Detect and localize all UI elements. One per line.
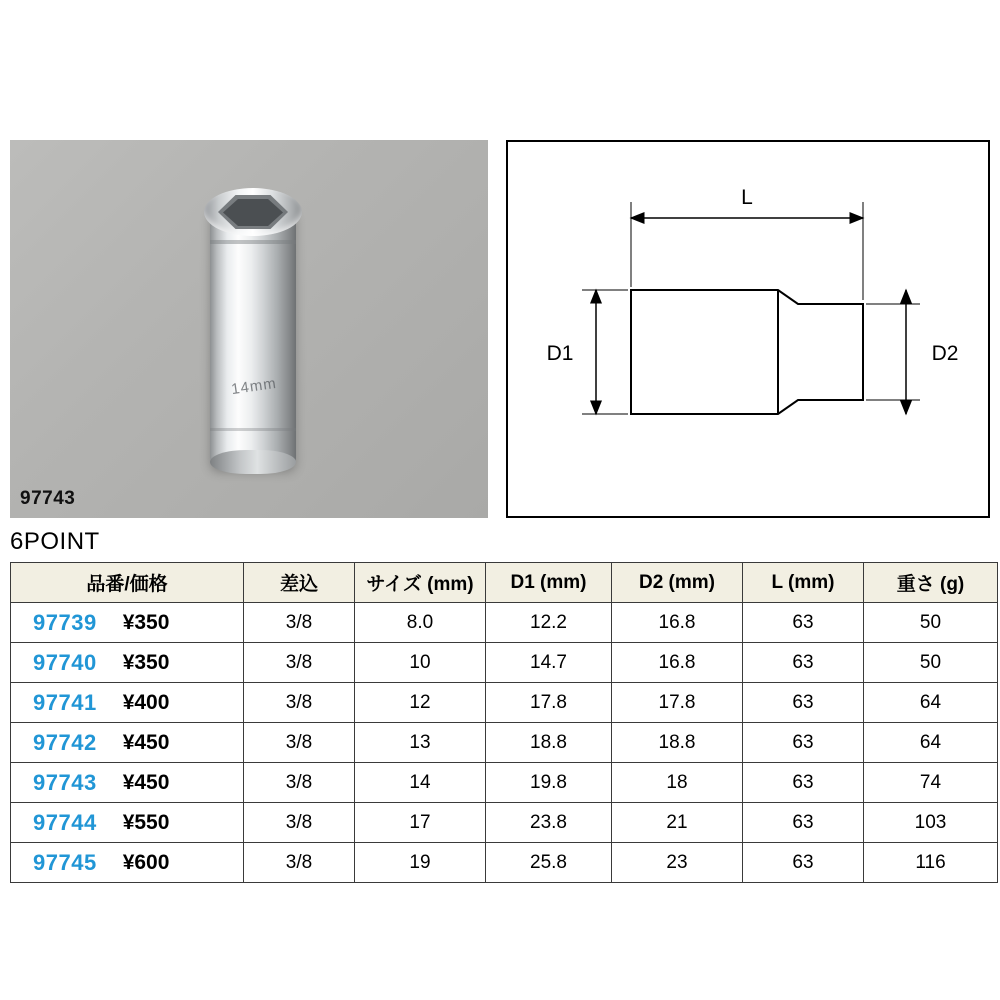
- product-price: ¥400: [122, 690, 170, 714]
- cell-weight: 50: [864, 603, 998, 643]
- header-drive: 差込: [244, 563, 355, 603]
- cell-size: 19: [355, 843, 486, 883]
- socket-bottom-edge: [210, 450, 296, 474]
- product-photo: [10, 140, 488, 518]
- cell-l: 63: [743, 603, 864, 643]
- cell-l: 63: [743, 643, 864, 683]
- cell-code-price: [11, 723, 244, 763]
- cell-weight: 74: [864, 763, 998, 803]
- socket-illustration: [198, 178, 308, 476]
- product-price: ¥350: [122, 650, 170, 674]
- top-media-area: [10, 140, 990, 518]
- table-row: [11, 843, 998, 883]
- cell-size: 13: [355, 723, 486, 763]
- cell-drive: 3/8: [244, 643, 355, 683]
- diagram-label-d1: D1: [546, 342, 574, 365]
- diagram-svg: [508, 142, 988, 516]
- cell-code-price: [11, 683, 244, 723]
- header-code-price: 品番/価格: [11, 563, 244, 603]
- cell-drive: 3/8: [244, 763, 355, 803]
- product-code: 97744: [33, 809, 97, 835]
- cell-weight: 116: [864, 843, 998, 883]
- product-code: 97745: [33, 849, 97, 875]
- cell-d2: 16.8: [612, 603, 743, 643]
- header-d2: D2 (mm): [612, 563, 743, 603]
- socket-ring-upper: [210, 240, 296, 244]
- cell-l: 63: [743, 843, 864, 883]
- spec-table-head: [11, 563, 998, 603]
- dimension-diagram: [506, 140, 990, 518]
- photo-caption: 97743: [20, 488, 76, 509]
- header-size: サイズ (mm): [355, 563, 486, 603]
- product-code: 97740: [33, 649, 97, 675]
- product-code: 97741: [33, 689, 97, 715]
- cell-code-price: [11, 603, 244, 643]
- cell-d1: 18.8: [486, 723, 612, 763]
- cell-l: 63: [743, 763, 864, 803]
- cell-d1: 14.7: [486, 643, 612, 683]
- spec-table-wrapper: [10, 562, 990, 883]
- product-price: ¥550: [122, 810, 170, 834]
- cell-weight: 64: [864, 683, 998, 723]
- cell-d1: 17.8: [486, 683, 612, 723]
- cell-code-price: [11, 643, 244, 683]
- table-row: [11, 603, 998, 643]
- header-d1: D1 (mm): [486, 563, 612, 603]
- cell-size: 17: [355, 803, 486, 843]
- cell-d2: 16.8: [612, 643, 743, 683]
- cell-d1: 12.2: [486, 603, 612, 643]
- cell-d1: 23.8: [486, 803, 612, 843]
- cell-size: 14: [355, 763, 486, 803]
- table-row: [11, 763, 998, 803]
- product-price: ¥600: [122, 850, 170, 874]
- cell-size: 12: [355, 683, 486, 723]
- cell-l: 63: [743, 683, 864, 723]
- diagram-label-l: L: [741, 186, 753, 209]
- diagram-label-d2: D2: [931, 342, 959, 365]
- socket-ring-lower: [210, 428, 296, 431]
- cell-drive: 3/8: [244, 603, 355, 643]
- section-title: 6POINT: [10, 528, 100, 555]
- product-price: ¥350: [122, 610, 170, 634]
- cell-drive: 3/8: [244, 723, 355, 763]
- table-row: [11, 683, 998, 723]
- header-weight: 重さ (g): [864, 563, 998, 603]
- spec-table-body: [11, 603, 998, 883]
- cell-code-price: [11, 763, 244, 803]
- product-code: 97742: [33, 729, 97, 755]
- socket-engraving-text: 14mm: [230, 374, 278, 399]
- product-code: 97739: [33, 609, 97, 635]
- table-row: [11, 803, 998, 843]
- cell-weight: 103: [864, 803, 998, 843]
- table-row: [11, 643, 998, 683]
- product-price: ¥450: [122, 770, 170, 794]
- cell-size: 10: [355, 643, 486, 683]
- cell-size: 8.0: [355, 603, 486, 643]
- cell-code-price: [11, 803, 244, 843]
- cell-drive: 3/8: [244, 683, 355, 723]
- header-l: L (mm): [743, 563, 864, 603]
- cell-d2: 17.8: [612, 683, 743, 723]
- cell-weight: 50: [864, 643, 998, 683]
- table-header-row: [11, 563, 998, 603]
- cell-l: 63: [743, 723, 864, 763]
- cell-d1: 19.8: [486, 763, 612, 803]
- cell-drive: 3/8: [244, 803, 355, 843]
- cell-d2: 21: [612, 803, 743, 843]
- cell-d1: 25.8: [486, 843, 612, 883]
- table-row: [11, 723, 998, 763]
- product-price: ¥450: [122, 730, 170, 754]
- cell-l: 63: [743, 803, 864, 843]
- cell-d2: 18: [612, 763, 743, 803]
- cell-code-price: [11, 843, 244, 883]
- cell-d2: 18.8: [612, 723, 743, 763]
- product-code: 97743: [33, 769, 97, 795]
- cell-weight: 64: [864, 723, 998, 763]
- spec-table: [10, 562, 998, 883]
- cell-drive: 3/8: [244, 843, 355, 883]
- cell-d2: 23: [612, 843, 743, 883]
